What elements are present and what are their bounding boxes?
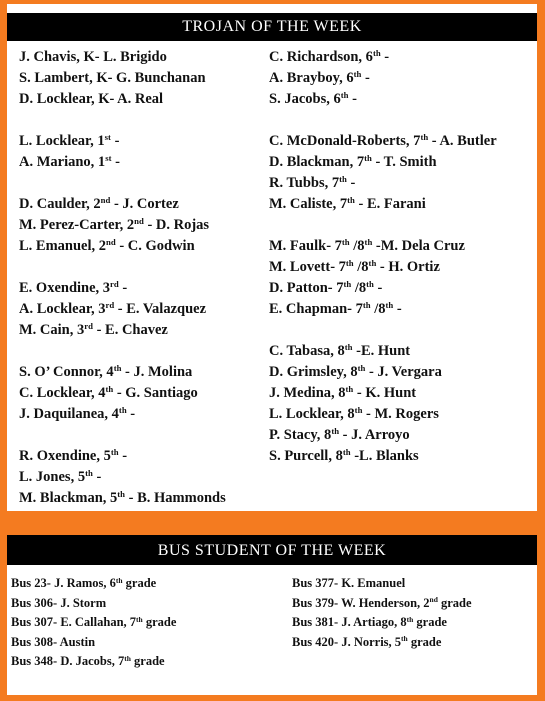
student-entry: D. Blackman, 7th - T. Smith [269, 153, 437, 170]
student-entry: C. McDonald-Roberts, 7th - A. Butler [269, 132, 497, 149]
student-entry: D. Grimsley, 8th - J. Vergara [269, 363, 442, 380]
grade-group [19, 47, 226, 110]
student-entry: C. Locklear, 4th - G. Santiago [19, 384, 198, 401]
grade-group [269, 47, 497, 110]
bus-student-entry: Bus 307- E. Callahan, 7th grade [11, 614, 177, 629]
student-entry: M. Cain, 3rd - E. Chavez [19, 321, 168, 338]
bus-student-entry: Bus 308- Austin [11, 634, 96, 649]
student-entry: P. Stacy, 8th - J. Arroyo [269, 426, 410, 443]
bus-student-entry: Bus 348- D. Jacobs, 7th grade [11, 653, 165, 668]
bus-student-entry: Bus 23- J. Ramos, 6th grade [11, 575, 157, 590]
grade-group [269, 131, 497, 215]
bus-student-of-the-week-header: BUS STUDENT OF THE WEEK [7, 535, 537, 565]
student-entry: M. Faulk- 7th /8th -M. Dela Cruz [269, 237, 465, 254]
student-entry: D. Patton- 7th /8th - [269, 279, 383, 296]
bus-student-entry: Bus 381- J. Artiago, 8th grade [292, 614, 447, 629]
student-entry: M. Blackman, 5th - B. Hammonds [19, 489, 226, 506]
trojan-right-column [269, 47, 497, 488]
orange-border-right [537, 0, 545, 701]
trojan-panel [7, 41, 537, 511]
student-entry: D. Locklear, K- A. Real [19, 91, 164, 107]
grade-group [19, 131, 226, 173]
bus-student-entry: Bus 306- J. Storm [11, 595, 107, 610]
student-entry: A. Locklear, 3rd - E. Valazquez [19, 300, 206, 317]
bus-student-entry: Bus 379- W. Henderson, 2nd grade [292, 595, 472, 610]
bus-student-entry: Bus 420- J. Norris, 5th grade [292, 634, 442, 649]
student-entry: S. Jacobs, 6th - [269, 90, 357, 107]
student-entry: M. Perez-Carter, 2nd - D. Rojas [19, 216, 210, 233]
bus-panel [7, 565, 537, 695]
student-entry: M. Lovett- 7th /8th - H. Ortiz [269, 258, 440, 275]
student-entry: E. Oxendine, 3rd - [19, 279, 128, 296]
student-entry: L. Jones, 5th - [19, 468, 102, 485]
orange-border-left [0, 0, 7, 701]
student-entry: J. Daquilanea, 4th - [19, 405, 136, 422]
student-entry: C. Tabasa, 8th -E. Hunt [269, 342, 411, 359]
orange-border-top [0, 0, 545, 4]
trojan-left-column [19, 47, 226, 530]
student-entry: A. Mariano, 1st - [19, 153, 120, 170]
student-entry: S. Lambert, K- G. Bunchanan [19, 70, 206, 86]
student-entry: J. Medina, 8th - K. Hunt [269, 384, 417, 401]
student-entry: S. O’ Connor, 4th - J. Molina [19, 363, 193, 380]
grade-group [19, 194, 226, 257]
orange-border-bottom [0, 695, 545, 701]
grade-group [19, 278, 226, 341]
grade-group [269, 236, 497, 320]
student-entry: S. Purcell, 8th -L. Blanks [269, 447, 419, 464]
grade-group [269, 341, 497, 467]
student-entry: D. Caulder, 2nd - J. Cortez [19, 195, 179, 212]
bus-left-column [11, 574, 176, 672]
student-entry: R. Tubbs, 7th - [269, 174, 356, 191]
student-entry: E. Chapman- 7th /8th - [269, 300, 402, 317]
bus-right-column [292, 574, 472, 652]
student-entry: M. Caliste, 7th - E. Farani [269, 195, 426, 212]
student-entry: A. Brayboy, 6th - [269, 69, 370, 86]
student-entry: L. Locklear, 8th - M. Rogers [269, 405, 439, 422]
student-entry: C. Richardson, 6th - [269, 48, 390, 65]
grade-group [19, 446, 226, 509]
trojan-of-the-week-header: TROJAN OF THE WEEK [7, 13, 537, 41]
student-entry: L. Locklear, 1st - [19, 132, 120, 149]
student-entry: J. Chavis, K- L. Brigido [19, 49, 167, 65]
bus-student-entry: Bus 377- K. Emanuel [292, 576, 406, 590]
grade-group [19, 362, 226, 425]
student-entry: R. Oxendine, 5th - [19, 447, 128, 464]
student-entry: L. Emanuel, 2nd - C. Godwin [19, 237, 195, 254]
